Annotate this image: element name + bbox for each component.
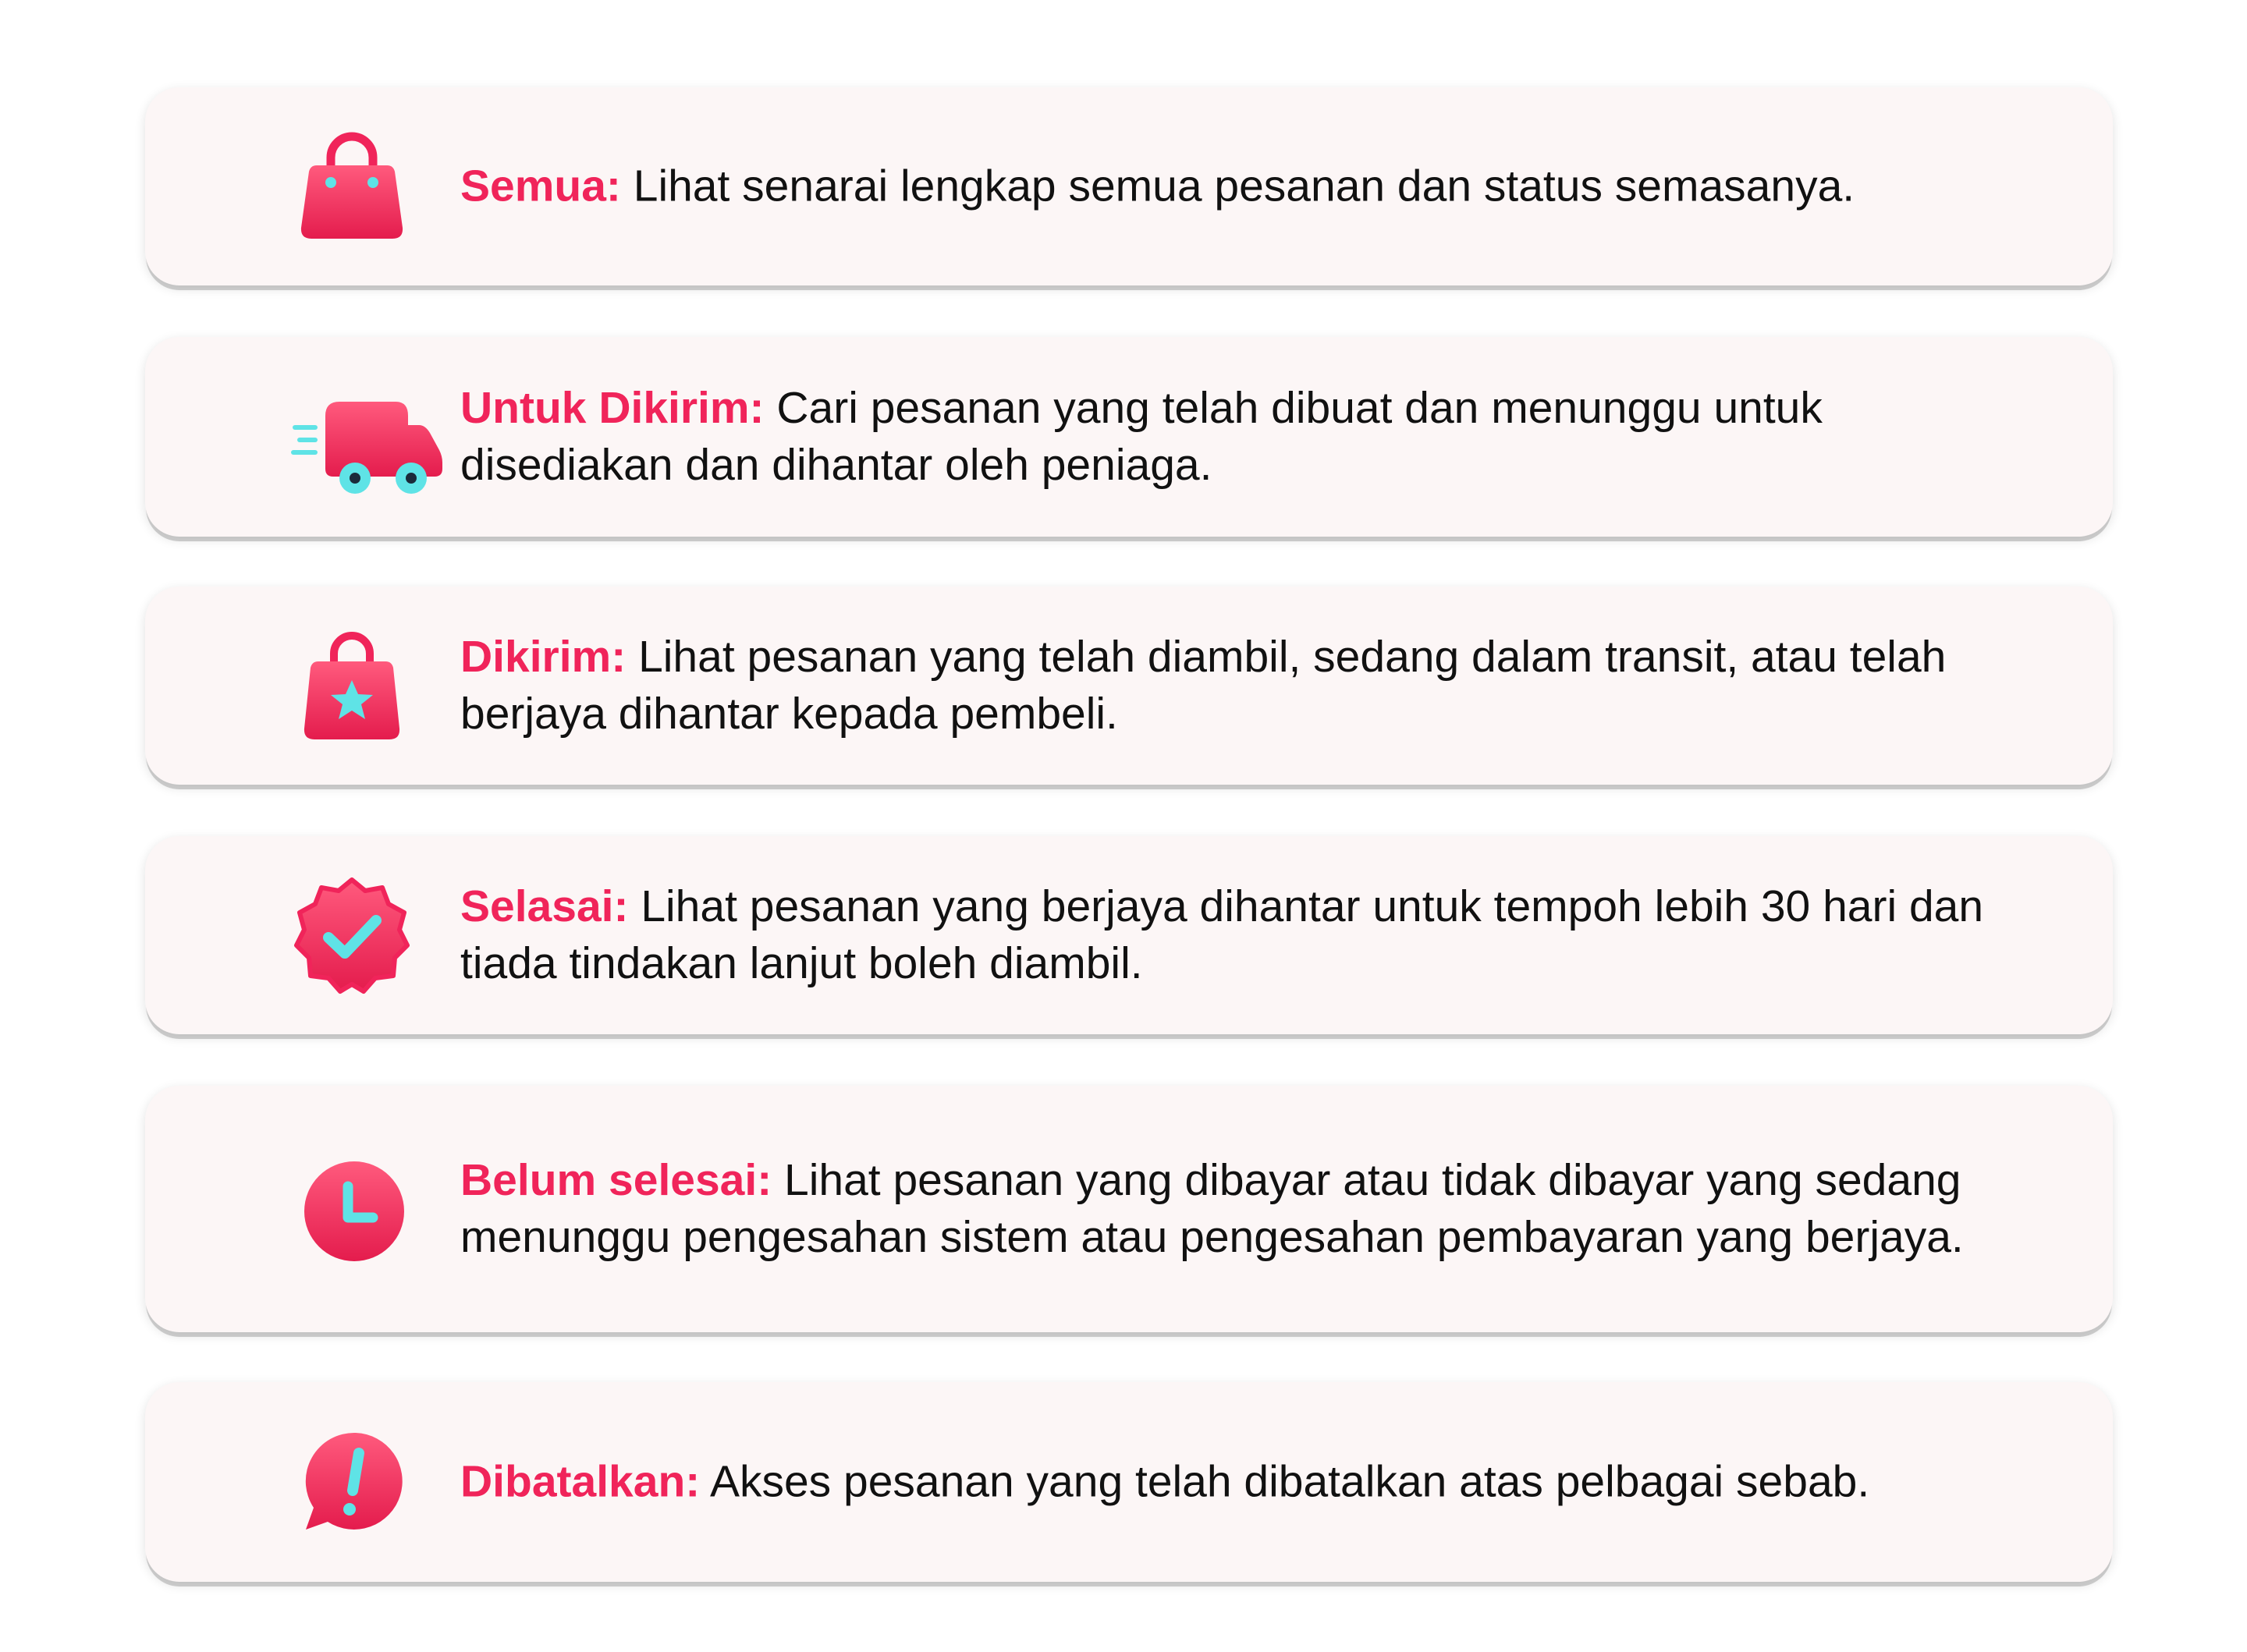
shopping-bag-icon <box>286 120 418 253</box>
item-text <box>460 1454 2019 1511</box>
item-description: Lihat pesanan yang dibayar atau tidak dibayar yang sedang menunggu pengesahan sistem atau pengesahan pembayaran yang berjaya. <box>460 1155 1964 1262</box>
item-description: Cari pesanan yang telah dibuat dan menunggu untuk disediakan dan dihantar oleh peniaga. <box>460 383 1823 490</box>
delivery-truck-icon <box>286 370 450 503</box>
item-description: Lihat pesanan yang berjaya dihantar untuk tempoh lebih 30 hari dan tiada tindakan lanjut boleh diambil. <box>460 881 1984 988</box>
item-text <box>460 629 2019 743</box>
status-card-dibatalkan <box>145 1382 2113 1582</box>
star-bag-icon <box>286 619 418 752</box>
item-description: Lihat senarai lengkap semua pesanan dan status semasanya. <box>620 161 1855 211</box>
item-text <box>460 380 2019 494</box>
check-badge-icon <box>286 869 418 1001</box>
item-label: Untuk Dikirim: <box>460 383 765 433</box>
status-card-untuk-dikirim <box>145 337 2113 537</box>
status-card-dikirim <box>145 587 2113 785</box>
status-card-semua <box>145 87 2113 285</box>
item-description: Lihat pesanan yang telah diambil, sedang dalam transit, atau telah berjaya dihantar kepada pembeli. <box>460 632 1947 739</box>
item-label: Dibatalkan: <box>460 1456 701 1507</box>
exclamation-bubble-icon <box>286 1416 418 1548</box>
item-text <box>460 878 2019 992</box>
item-text <box>460 158 2019 215</box>
status-card-selasai <box>145 836 2113 1034</box>
status-card-belum-selesai <box>145 1086 2113 1332</box>
item-label: Dikirim: <box>460 632 627 682</box>
item-text <box>460 1152 2019 1266</box>
item-label: Belum selesai: <box>460 1155 772 1205</box>
item-label: Semua: <box>460 161 621 211</box>
clock-icon <box>286 1143 418 1275</box>
item-label: Selasai: <box>460 881 629 931</box>
item-description: Akses pesanan yang telah dibatalkan atas pelbagai sebab. <box>700 1456 1870 1507</box>
